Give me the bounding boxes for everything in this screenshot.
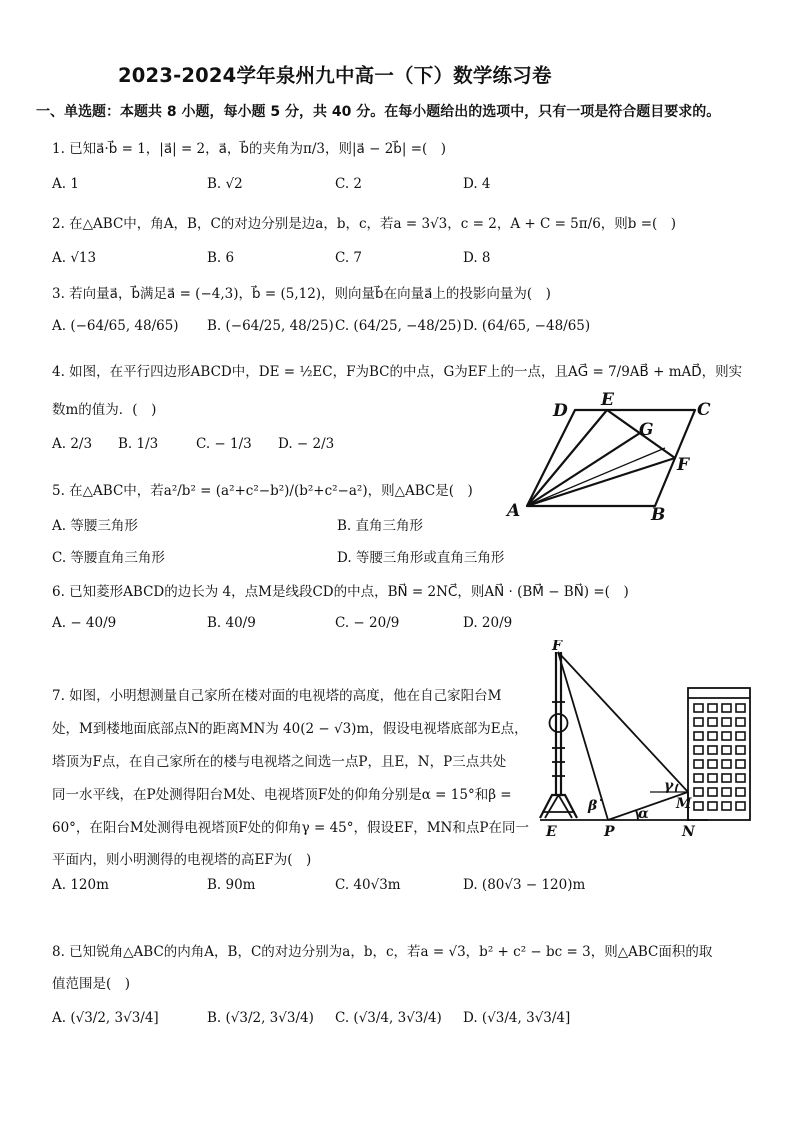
- label-g: G: [639, 420, 654, 440]
- q6-option-c[interactable]: C. − 20/9: [335, 615, 400, 631]
- building-window: [694, 774, 703, 782]
- q4-option-d[interactable]: D. − 2/3: [278, 436, 335, 452]
- q1-option-b[interactable]: B. √2: [207, 176, 243, 192]
- q3-option-b[interactable]: B. (−64/25, 48/25): [207, 318, 334, 334]
- arc-gamma: [676, 784, 678, 792]
- label-n: N: [682, 824, 695, 840]
- question-6-stem: 6. 已知菱形ABCD的边长为 4，点M是线段CD的中点，BN⃗ = 2NC⃗，则AN⃗ · (BM⃗ − BN⃗) =( ): [52, 584, 629, 600]
- q2-option-c[interactable]: C. 7: [335, 250, 363, 266]
- building-windows: [694, 704, 745, 810]
- question-4-stem-line1: 4. 如图，在平行四边形ABCD中，DE = ½EC，F为BC的中点，G为EF上的一点，且AG⃗ = 7/9AB⃗ + mAD⃗，则实: [52, 364, 743, 380]
- q2-option-d[interactable]: D. 8: [463, 250, 491, 266]
- building-window: [722, 704, 731, 712]
- building-window: [708, 704, 717, 712]
- q7-option-a[interactable]: A. 120m: [52, 877, 109, 893]
- question-2-stem: 2. 在△ABC中，角A，B，C的对边分别是边a，b，c，若a = 3√3，c = 2，A + C = 5π/6，则b =( ): [52, 216, 677, 232]
- q6-option-b[interactable]: B. 40/9: [207, 615, 256, 631]
- building-window: [694, 802, 703, 810]
- q1-option-a[interactable]: A. 1: [52, 176, 79, 192]
- building-window: [708, 802, 717, 810]
- building-window: [736, 704, 745, 712]
- q3-option-d[interactable]: D. (64/65, −48/65): [463, 318, 591, 334]
- label-gamma: γ: [664, 778, 674, 794]
- tower-base: [540, 795, 577, 818]
- building-window: [694, 732, 703, 740]
- building-window: [736, 774, 745, 782]
- segment-extra: [527, 448, 665, 506]
- q6-option-a[interactable]: A. − 40/9: [52, 615, 117, 631]
- building-window: [736, 732, 745, 740]
- building-window: [722, 718, 731, 726]
- q4-option-b[interactable]: B. 1/3: [118, 436, 159, 452]
- q5-option-b[interactable]: B. 直角三角形: [337, 518, 424, 534]
- building-window: [722, 760, 731, 768]
- label-e: E: [601, 390, 614, 410]
- q4-option-c[interactable]: C. − 1/3: [196, 436, 252, 452]
- segment-ag: [527, 433, 640, 506]
- q5-option-a[interactable]: A. 等腰三角形: [52, 518, 138, 534]
- q1-option-c[interactable]: C. 2: [335, 176, 363, 192]
- q8-option-c[interactable]: C. (√3/4, 3√3/4): [335, 1010, 442, 1026]
- building-window: [694, 746, 703, 754]
- segment-af: [527, 458, 675, 506]
- building-window: [736, 802, 745, 810]
- question-7-stem-line1: 7. 如图，小明想测量自己家所在楼对面的电视塔的高度，他在自己家阳台M: [52, 688, 502, 704]
- q2-option-a[interactable]: A. √13: [52, 250, 97, 266]
- building-window: [694, 788, 703, 796]
- label-f: F: [552, 640, 562, 654]
- building-window: [722, 774, 731, 782]
- label-d: D: [553, 401, 568, 421]
- q4-option-a[interactable]: A. 2/3: [52, 436, 93, 452]
- question-7-stem-line5: 60°，在阳台M处测得电视塔顶F处的仰角γ = 45°，假设EF，MN和点P在同一: [52, 820, 529, 836]
- q7-option-b[interactable]: B. 90m: [207, 877, 256, 893]
- parallelogram-abcd: [527, 410, 695, 506]
- question-8-stem-line1: 8. 已知锐角△ABC的内角A，B，C的对边分别为a，b，c，若a = √3，b² + c² − bc = 3，则△ABC面积的取: [52, 944, 713, 960]
- label-alpha: α: [638, 806, 649, 822]
- q7-option-c[interactable]: C. 40√3m: [335, 877, 401, 893]
- building-window: [694, 704, 703, 712]
- building-window: [694, 718, 703, 726]
- building-window: [694, 760, 703, 768]
- building-window: [736, 746, 745, 754]
- question-4-stem-line2: 数m的值为．( ): [52, 402, 157, 418]
- question-7-stem-line2: 处，M到楼地面底部点N的距离MN为 40(2 − √3)m，假设电视塔底部为E点，: [52, 721, 528, 737]
- building-window: [722, 746, 731, 754]
- q1-option-d[interactable]: D. 4: [463, 176, 491, 192]
- tv-tower-figure: [530, 640, 755, 840]
- building-window: [722, 788, 731, 796]
- q8-option-d[interactable]: D. (√3/4, 3√3/4]: [463, 1010, 571, 1026]
- question-7-stem-line6: 平面内，则小明测得的电视塔的高EF为( ): [52, 852, 312, 868]
- q5-option-d[interactable]: D. 等腰三角形或直角三角形: [337, 550, 505, 566]
- q3-option-a[interactable]: A. (−64/65, 48/65): [52, 318, 179, 334]
- q8-option-a[interactable]: A. (√3/2, 3√3/4]: [52, 1010, 159, 1026]
- parallelogram-figure: [505, 388, 720, 520]
- question-7-stem-line3: 塔顶为F点，在自己家所在的楼与电视塔之间选一点P，且E，N，P三点共处: [52, 754, 507, 770]
- label-b: B: [651, 505, 666, 520]
- label-f: F: [677, 455, 690, 475]
- question-3-stem: 3. 若向量a⃗，b⃗满足a⃗ = (−4,3)，b⃗ = (5,12)，则向量b⃗在向量a⃗上的投影向量为( ): [52, 286, 551, 302]
- building-window: [736, 718, 745, 726]
- question-8-stem-line2: 值范围是( ): [52, 976, 131, 992]
- building-window: [736, 788, 745, 796]
- building-window: [708, 760, 717, 768]
- line-mf: [558, 652, 688, 792]
- q3-option-c[interactable]: C. (64/25, −48/25): [335, 318, 462, 334]
- question-5-stem: 5. 在△ABC中，若a²/b² = (a²+c²−b²)/(b²+c²−a²)，则△ABC是( ): [52, 483, 473, 499]
- q5-option-c[interactable]: C. 等腰直角三角形: [52, 550, 165, 566]
- q2-option-b[interactable]: B. 6: [207, 250, 235, 266]
- label-p: P: [604, 824, 615, 840]
- tower-ball: [550, 714, 568, 732]
- building-window: [708, 774, 717, 782]
- q8-option-b[interactable]: B. (√3/2, 3√3/4): [207, 1010, 314, 1026]
- building-window: [708, 732, 717, 740]
- building-window: [722, 732, 731, 740]
- label-beta: β: [588, 798, 598, 814]
- question-7-stem-line4: 同一水平线，在P处测得阳台M处、电视塔顶F处的仰角分别是α = 15°和β =: [52, 787, 512, 803]
- building-window: [708, 788, 717, 796]
- building-window: [722, 802, 731, 810]
- building-window: [708, 746, 717, 754]
- q6-option-d[interactable]: D. 20/9: [463, 615, 513, 631]
- page-title: 2023-2024学年泉州九中高一（下）数学练习卷: [118, 64, 552, 87]
- building-window: [736, 760, 745, 768]
- label-a: A: [507, 501, 521, 520]
- q7-option-d[interactable]: D. (80√3 − 120)m: [463, 877, 586, 893]
- label-e: E: [546, 824, 557, 840]
- section-heading: 一、单选题：本题共 8 小题，每小题 5 分，共 40 分。在每小题给出的选项中，只有一项是符合题目要求的。: [36, 104, 721, 120]
- label-c: C: [697, 400, 711, 420]
- building-window: [708, 718, 717, 726]
- question-1-stem: 1. 已知a⃗·b⃗ = 1，|a⃗| = 2，a⃗，b⃗的夹角为π/3，则|a⃗ − 2b⃗| =( ): [52, 141, 447, 157]
- label-m: M: [676, 796, 692, 812]
